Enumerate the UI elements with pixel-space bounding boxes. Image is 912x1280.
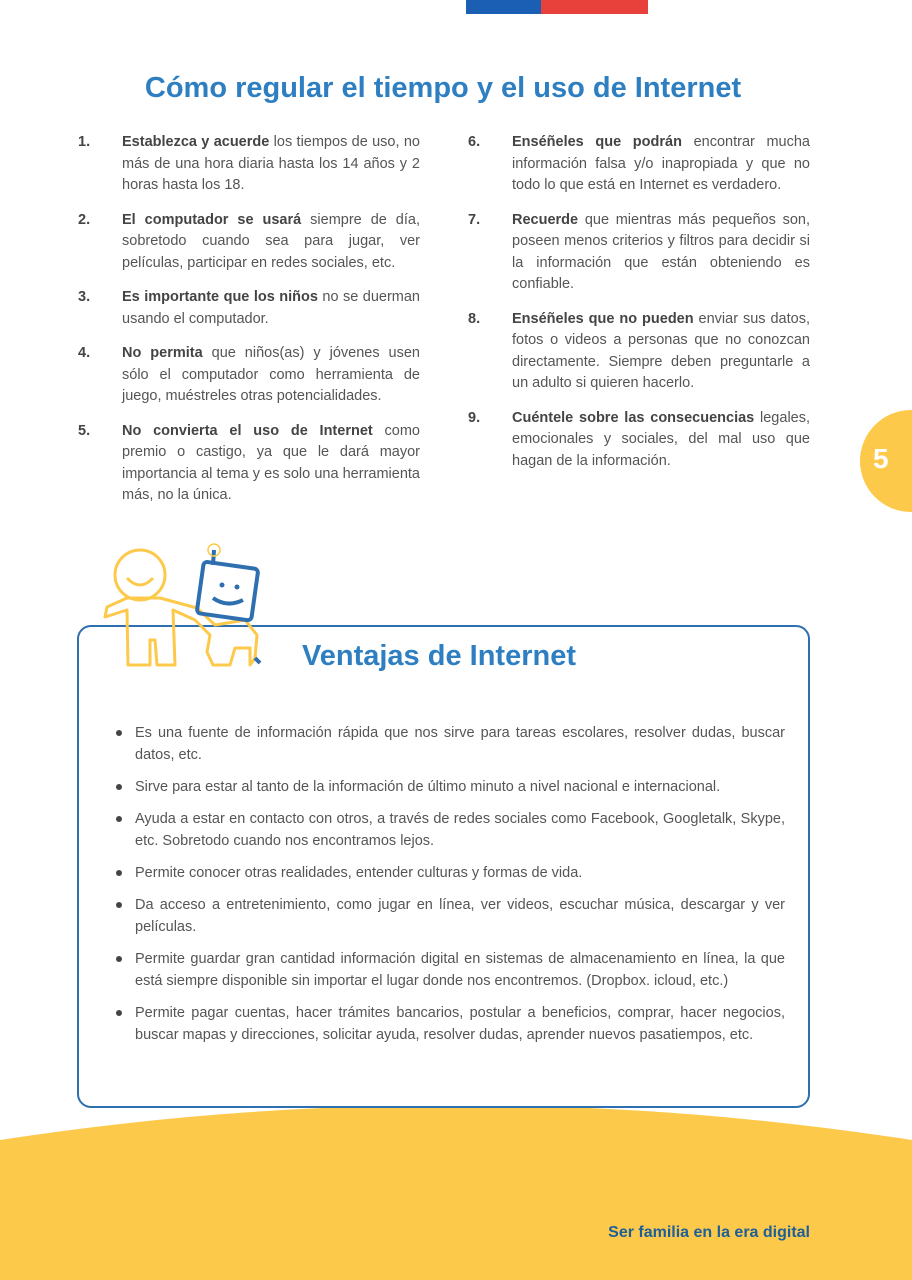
item-number: 4. [78,345,91,361]
item-number: 8. [468,310,481,327]
item-bold: El computador se usará [122,211,302,228]
advantage-item: Permite conocer otras realidades, entender culturas y formas de vida. [114,862,785,884]
list-item [468,210,810,296]
item-number: 1. [78,134,91,150]
item-text [512,309,810,395]
item-number: 9. [468,409,481,426]
item-body: siempre de día, sobretodo cuando sea para jugar, ver películas, participar en redes sociales, etc. [122,211,420,271]
child-computer-illustration-icon [95,540,275,675]
footer-text: Ser familia en la era digital [608,1224,810,1241]
item-number: 6. [468,134,481,150]
footer-background [0,1105,912,1280]
item-bold: Establezca y acuerde [122,134,270,150]
flag-bar-blue [466,0,541,14]
item-body: los tiempos de uso, no más de una hora diaria hasta los 14 años y 2 horas hasta los 18. [122,134,420,193]
left-column [78,132,420,520]
list-item [78,210,420,275]
item-body: no se duerman usando el computador. [122,289,420,327]
item-number: 7. [468,211,481,228]
item-text [122,132,420,197]
item-number: 2. [78,211,91,228]
item-bold: Cuéntele sobre las consecuencias [512,409,755,426]
item-text [122,421,420,507]
item-bold: Recuerde [512,211,579,228]
list-item [78,287,420,330]
item-body: encontrar mucha información falsa y/o inapropiada y que no todo lo que está en Internet es verdadero. [512,134,810,193]
advantages-list [114,722,785,1056]
advantage-item: Da acceso a entretenimiento, como jugar en línea, ver videos, escuchar música, descargar y ver películas. [114,894,785,938]
advantages-title: Ventajas de Internet [302,640,576,672]
list-item [468,309,810,395]
item-bold: No permita [122,345,203,361]
advantage-item: Permite pagar cuentas, hacer trámites bancarios, postular a beneficios, comprar, hacer negocios, buscar mapas y direcciones, solicitar ayuda, resolver dudas, aprender nuevos pasatiempos, etc. [114,1002,785,1046]
item-number: 3. [78,289,91,305]
list-item [468,132,810,197]
page-number: 5 [873,443,889,474]
item-text [122,343,420,408]
item-body: enviar sus datos, fotos o videos a personas que no conozcan directamente. Siempre deben preguntarle a un adulto si quieren hacerlo. [512,310,810,391]
item-number: 5. [78,422,91,439]
item-body: legales, emocionales y sociales, del mal uso que hagan de la información. [512,409,811,469]
item-bold: No convierta el uso de Internet [122,422,373,439]
item-text [122,287,420,330]
item-text [512,210,810,296]
advantage-item: Es una fuente de información rápida que nos sirve para tareas escolares, resolver dudas, buscar datos, etc. [114,722,785,766]
flag-bar-red [541,0,648,14]
item-body: que mientras más pequeños son, poseen menos criterios y filtros para decidir si la información que están obteniendo es confiable. [512,211,810,292]
item-body: como premio o castigo, ya que le dará mayor importancia al tema y es solo una herramienta más, no la única. [122,422,420,503]
item-text [122,210,420,275]
list-item [468,408,810,473]
advantage-item: Permite guardar gran cantidad información digital en sistemas de almacenamiento en línea, la que está siempre disponible sin importar el lugar donde nos encontremos. (Dropbox. icloud, etc.) [114,948,785,992]
list-item [78,132,420,197]
advantage-item: Ayuda a estar en contacto con otros, a través de redes sociales como Facebook, Googletalk, Skype, etc. Sobretodo cuando nos encontramos lejos. [114,808,785,852]
item-text [512,132,810,197]
page-title: Cómo regular el tiempo y el uso de Internet [144,72,742,104]
item-bold: Es importante que los niños [122,289,318,305]
list-item [78,343,420,408]
item-bold: Enséñeles que podrán [512,134,682,150]
right-column [468,132,810,485]
list-item [78,421,420,507]
advantage-item: Sirve para estar al tanto de la información de último minuto a nivel nacional e internacional. [114,776,785,798]
item-text [512,408,810,473]
item-body: que niños(as) y jóvenes usen sólo el computador como herramienta de juego, muéstreles otras potencialidades. [122,345,420,404]
item-bold: Enséñeles que no pueden [512,310,694,327]
